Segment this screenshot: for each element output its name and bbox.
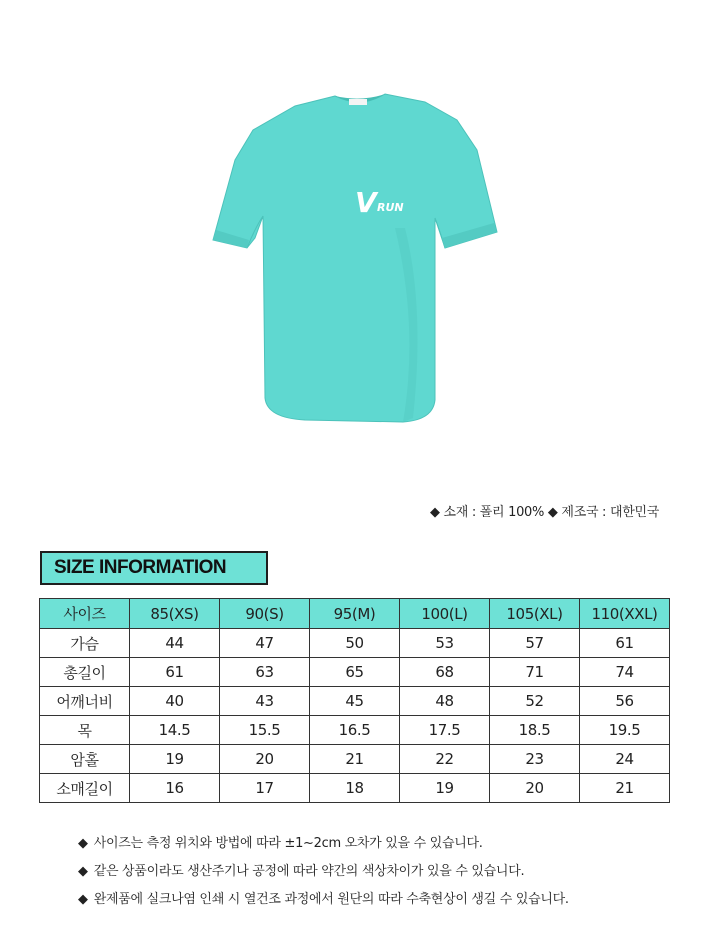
size-cell: 19 xyxy=(130,745,220,774)
size-cell: 50 xyxy=(310,629,400,658)
logo-v: V xyxy=(355,186,377,219)
size-cell: 47 xyxy=(220,629,310,658)
size-cell: 57 xyxy=(490,629,580,658)
diamond-bullet-icon: ◆ xyxy=(78,892,88,907)
size-cell: 17 xyxy=(220,774,310,803)
size-cell: 20 xyxy=(220,745,310,774)
size-cell: 52 xyxy=(490,687,580,716)
size-cell: 71 xyxy=(490,658,580,687)
row-label: 총길이 xyxy=(40,658,130,687)
size-cell: 61 xyxy=(580,629,670,658)
size-cell: 21 xyxy=(580,774,670,803)
size-table-row xyxy=(40,687,670,716)
size-cell: 18 xyxy=(310,774,400,803)
tshirt-body xyxy=(213,94,497,422)
note-item xyxy=(78,835,569,863)
note-text: 같은 상품이라도 생산주기나 공정에 따라 약간의 색상차이가 있을 수 있습니다. xyxy=(93,864,525,879)
size-cell: 15.5 xyxy=(220,716,310,745)
row-label: 가슴 xyxy=(40,629,130,658)
header-100l: 100(L) xyxy=(400,599,490,629)
size-cell: 61 xyxy=(130,658,220,687)
size-cell: 53 xyxy=(400,629,490,658)
header-95m: 95(M) xyxy=(310,599,400,629)
size-table-row xyxy=(40,629,670,658)
header-85xs: 85(XS) xyxy=(130,599,220,629)
size-cell: 43 xyxy=(220,687,310,716)
size-table-row xyxy=(40,716,670,745)
note-item xyxy=(78,891,569,919)
size-cell: 65 xyxy=(310,658,400,687)
size-cell: 19.5 xyxy=(580,716,670,745)
size-cell: 17.5 xyxy=(400,716,490,745)
row-label: 암홀 xyxy=(40,745,130,774)
size-cell: 74 xyxy=(580,658,670,687)
size-cell: 19 xyxy=(400,774,490,803)
note-text: 완제품에 실크나염 인쇄 시 열건조 과정에서 원단의 따라 수축현상이 생길 수 있습니다. xyxy=(93,892,569,907)
tshirt-image xyxy=(195,78,520,438)
header-size-label: 사이즈 xyxy=(40,599,130,629)
row-label: 어깨너비 xyxy=(40,687,130,716)
size-table-row xyxy=(40,745,670,774)
tshirt-illustration xyxy=(195,78,520,438)
size-cell: 24 xyxy=(580,745,670,774)
row-label: 목 xyxy=(40,716,130,745)
note-text: 사이즈는 측정 위치와 방법에 따라 ±1~2cm 오차가 있을 수 있습니다. xyxy=(93,836,483,851)
size-cell: 44 xyxy=(130,629,220,658)
size-cell: 63 xyxy=(220,658,310,687)
row-label: 소매길이 xyxy=(40,774,130,803)
notes-list xyxy=(78,835,569,919)
size-cell: 48 xyxy=(400,687,490,716)
size-table-header-row xyxy=(40,599,670,629)
size-cell: 45 xyxy=(310,687,400,716)
size-cell: 68 xyxy=(400,658,490,687)
size-cell: 18.5 xyxy=(490,716,580,745)
size-cell: 23 xyxy=(490,745,580,774)
diamond-bullet-icon: ◆ xyxy=(78,864,88,879)
header-105xl: 105(XL) xyxy=(490,599,580,629)
diamond-bullet-icon: ◆ xyxy=(78,836,88,851)
header-90s: 90(S) xyxy=(220,599,310,629)
size-cell: 16 xyxy=(130,774,220,803)
size-table-row xyxy=(40,774,670,803)
size-table-row xyxy=(40,658,670,687)
size-cell: 40 xyxy=(130,687,220,716)
header-110xxl: 110(XXL) xyxy=(580,599,670,629)
size-information-title: SIZE INFORMATION xyxy=(40,551,268,585)
size-cell: 21 xyxy=(310,745,400,774)
size-cell: 56 xyxy=(580,687,670,716)
tshirt-label-tag xyxy=(349,99,367,105)
material-origin-line: ◆ 소재 : 폴리 100% ◆ 제조국 : 대한민국 xyxy=(429,505,659,520)
logo-run: RUN xyxy=(377,201,404,214)
size-cell: 20 xyxy=(490,774,580,803)
size-cell: 22 xyxy=(400,745,490,774)
size-cell: 16.5 xyxy=(310,716,400,745)
size-cell: 14.5 xyxy=(130,716,220,745)
note-item xyxy=(78,863,569,891)
size-table xyxy=(39,598,670,803)
